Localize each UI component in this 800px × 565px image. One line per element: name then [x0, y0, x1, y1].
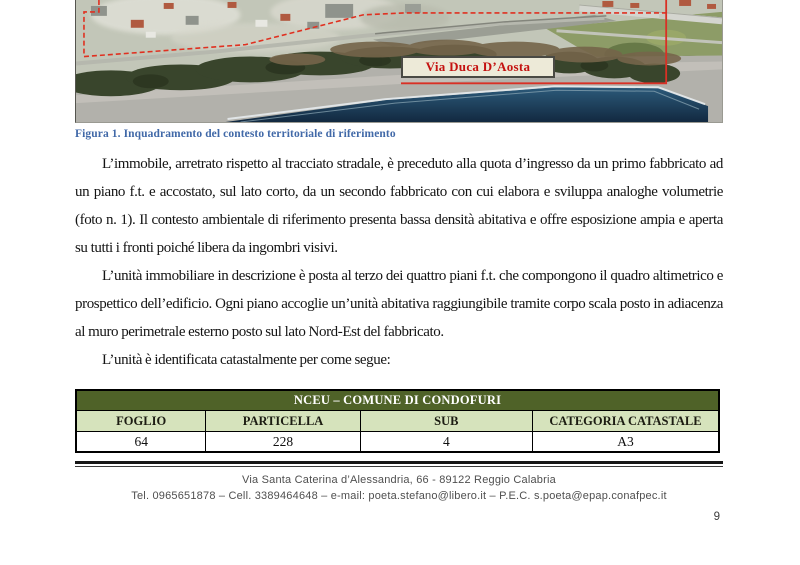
paragraph-context: L’immobile, arretrato rispetto al tracciato stradale, è preceduto alla quota d’ingresso da un primo fabbricato ad un piano f.t. e accostato, sul lato corto, da un secondo fabbricato con cui elabora e sviluppa analoghe volumetrie (foto n. 1). Il contesto ambientale di riferimento presenta bassa densità abitativa e offre esposizione ampia e aperta su tutti i fronti poiché libera da ingombri visivi. — [75, 156, 723, 256]
header-categoria: CATEGORIA CATASTALE — [533, 411, 720, 432]
aerial-photo-art — [76, 0, 722, 122]
value-sub: 4 — [360, 432, 532, 453]
header-particella: PARTICELLA — [206, 411, 360, 432]
cadastral-table — [75, 389, 720, 453]
header-sub: SUB — [360, 411, 532, 432]
footer-address: Via Santa Caterina d’Alessandria, 66 - 89122 Reggio Calabria — [242, 474, 556, 486]
value-categoria: A3 — [533, 432, 720, 453]
paragraph-unit-position: L’unità immobiliare in descrizione è posta al terzo dei quattro piani f.t. che compongono il quadro altimetrico e prospettico dell’edificio. Ogni piano accoglie un’unità abitativa raggiungibile tramite corpo scala posto in adiacenza al muro perimetrale esterno posto sul lato Nord-Est del fabbricato. — [75, 268, 723, 340]
page-number: 9 — [713, 511, 720, 523]
footer-contacts: Tel. 0965651878 – Cell. 3389464648 – e-mail: poeta.stefano@libero.it – P.E.C. s.poeta@epap.conafpec.it — [131, 490, 667, 502]
street-label-box — [401, 56, 555, 78]
table-header-row — [76, 411, 719, 432]
value-foglio: 64 — [76, 432, 206, 453]
table-title: NCEU – COMUNE DI CONDOFURI — [76, 390, 719, 411]
header-foglio: FOGLIO — [76, 411, 206, 432]
street-label-text: Via Duca D’Aosta — [425, 59, 531, 74]
footer-divider — [75, 461, 723, 467]
figure-aerial-photo — [75, 0, 723, 123]
figure-caption: Figura 1. Inquadramento del contesto territoriale di riferimento — [75, 128, 396, 140]
table-row — [76, 432, 719, 453]
table-title-row — [76, 390, 719, 411]
paragraph-cadastral-intro: L’unità è identificata catastalmente per come segue: — [102, 352, 391, 368]
body-text — [75, 150, 723, 374]
value-particella: 228 — [206, 432, 360, 453]
document-page — [75, 0, 723, 523]
